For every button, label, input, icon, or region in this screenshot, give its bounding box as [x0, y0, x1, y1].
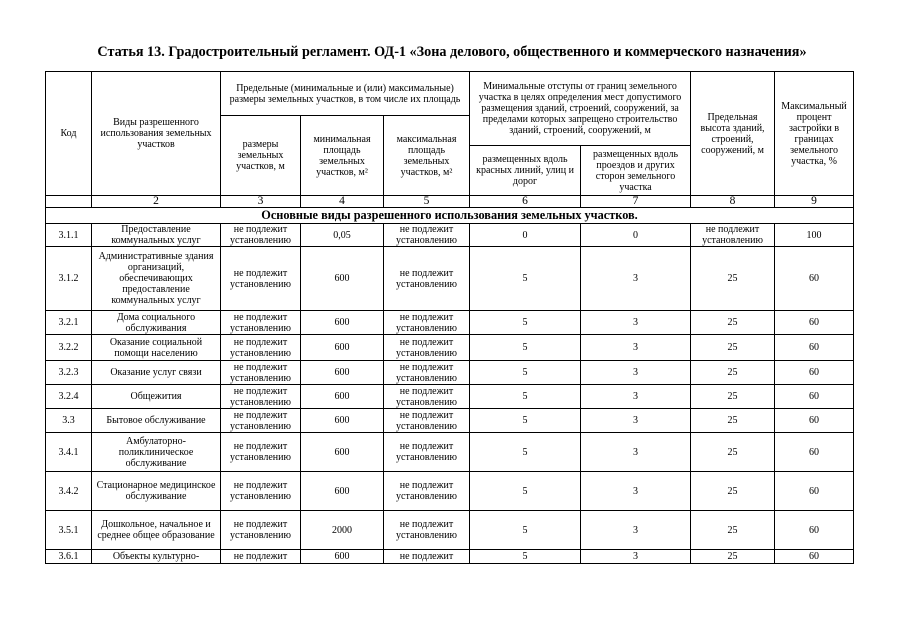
coverage-cell: 60: [775, 385, 854, 409]
code-cell: 3.3: [46, 409, 92, 433]
code-cell: 3.5.1: [46, 511, 92, 550]
kind-cell: Стационарное медицинское обслуживание: [92, 472, 221, 511]
height-cell: 25: [691, 550, 775, 564]
column-number: 5: [384, 196, 470, 208]
setback-side-cell: 0: [581, 224, 691, 247]
sizes-cell: не подлежит установлению: [221, 224, 301, 247]
setback-side-cell: 3: [581, 385, 691, 409]
max-area-cell: не подлежит установлению: [384, 361, 470, 385]
setback-red-cell: 5: [470, 409, 581, 433]
setback-side-cell: 3: [581, 433, 691, 472]
height-cell: 25: [691, 311, 775, 335]
setback-red-cell: 5: [470, 550, 581, 564]
height-cell: 25: [691, 433, 775, 472]
min-area-cell: 0,05: [301, 224, 384, 247]
code-cell: 3.2.2: [46, 335, 92, 361]
header-sizes: размеры земельных участков, м: [221, 116, 301, 196]
sizes-cell: не подлежит установлению: [221, 311, 301, 335]
sizes-cell: не подлежит установлению: [221, 433, 301, 472]
column-numbers-row: [46, 196, 854, 208]
min-area-cell: 600: [301, 472, 384, 511]
regulation-table: [45, 71, 854, 564]
sizes-cell: не подлежит установлению: [221, 511, 301, 550]
max-area-cell: не подлежит установлению: [384, 433, 470, 472]
setback-side-cell: 3: [581, 511, 691, 550]
kind-cell: Объекты культурно-: [92, 550, 221, 564]
sizes-cell: не подлежит установлению: [221, 247, 301, 311]
table-row: [46, 409, 854, 433]
min-area-cell: 600: [301, 409, 384, 433]
sizes-cell: не подлежит установлению: [221, 472, 301, 511]
height-cell: не подлежит установлению: [691, 224, 775, 247]
max-area-cell: не подлежит установлению: [384, 511, 470, 550]
setback-red-cell: 5: [470, 433, 581, 472]
sizes-cell: не подлежит установлению: [221, 409, 301, 433]
header-kind: Виды разрешенного использования земельных участков: [92, 72, 221, 196]
max-area-cell: не подлежит установлению: [384, 247, 470, 311]
coverage-cell: 60: [775, 511, 854, 550]
sizes-cell: не подлежит установлению: [221, 335, 301, 361]
header-min-area: минимальная площадь земельных участков, м²: [301, 116, 384, 196]
min-area-cell: 600: [301, 550, 384, 564]
min-area-cell: 2000: [301, 511, 384, 550]
max-area-cell: не подлежит установлению: [384, 311, 470, 335]
height-cell: 25: [691, 511, 775, 550]
setback-red-cell: 5: [470, 247, 581, 311]
setback-red-cell: 5: [470, 311, 581, 335]
column-number: 8: [691, 196, 775, 208]
header-setback-side: размещенных вдоль проездов и других сторон земельного участка: [581, 146, 691, 196]
code-cell: 3.6.1: [46, 550, 92, 564]
height-cell: 25: [691, 409, 775, 433]
table-row: [46, 224, 854, 247]
setback-side-cell: 3: [581, 311, 691, 335]
code-cell: 3.2.4: [46, 385, 92, 409]
header-plot-limits: Предельные (минимальные и (или) максимальные) размеры земельных участков, в том числе их площадь: [221, 72, 470, 116]
header-height: Предельная высота зданий, строений, сооружений, м: [691, 72, 775, 196]
min-area-cell: 600: [301, 361, 384, 385]
column-number: [46, 196, 92, 208]
min-area-cell: 600: [301, 335, 384, 361]
column-number: 4: [301, 196, 384, 208]
setback-red-cell: 5: [470, 335, 581, 361]
table-row: [46, 472, 854, 511]
code-cell: 3.1.2: [46, 247, 92, 311]
kind-cell: Дома социального обслуживания: [92, 311, 221, 335]
page-title: Статья 13. Градостроительный регламент. ОД-1 «Зона делового, общественного и коммерческого назначения»: [97, 44, 807, 60]
table-row: [46, 311, 854, 335]
setback-side-cell: 3: [581, 472, 691, 511]
table-row: [46, 335, 854, 361]
kind-cell: Оказание социальной помощи населению: [92, 335, 221, 361]
sizes-cell: не подлежит: [221, 550, 301, 564]
section-heading: Основные виды разрешенного использования земельных участков.: [46, 208, 854, 224]
code-cell: 3.2.1: [46, 311, 92, 335]
max-area-cell: не подлежит установлению: [384, 224, 470, 247]
max-area-cell: не подлежит: [384, 550, 470, 564]
table-row: [46, 247, 854, 311]
coverage-cell: 60: [775, 247, 854, 311]
min-area-cell: 600: [301, 311, 384, 335]
kind-cell: Бытовое обслуживание: [92, 409, 221, 433]
code-cell: 3.4.2: [46, 472, 92, 511]
kind-cell: Предоставление коммунальных услуг: [92, 224, 221, 247]
column-number: 6: [470, 196, 581, 208]
sizes-cell: не подлежит установлению: [221, 385, 301, 409]
header-max-area: максимальная площадь земельных участков, м²: [384, 116, 470, 196]
setback-red-cell: 5: [470, 385, 581, 409]
setback-red-cell: 5: [470, 511, 581, 550]
column-number: 7: [581, 196, 691, 208]
table-row: [46, 385, 854, 409]
setback-side-cell: 3: [581, 247, 691, 311]
setback-side-cell: 3: [581, 550, 691, 564]
kind-cell: Общежития: [92, 385, 221, 409]
setback-side-cell: 3: [581, 335, 691, 361]
header-setback-red: размещенных вдоль красных линий, улиц и дорог: [470, 146, 581, 196]
kind-cell: Амбулаторно-поликлиническое обслуживание: [92, 433, 221, 472]
coverage-cell: 60: [775, 335, 854, 361]
setback-side-cell: 3: [581, 361, 691, 385]
setback-side-cell: 3: [581, 409, 691, 433]
kind-cell: Административные здания организаций, обеспечивающих предоставление коммунальных услуг: [92, 247, 221, 311]
kind-cell: Дошкольное, начальное и среднее общее образование: [92, 511, 221, 550]
coverage-cell: 100: [775, 224, 854, 247]
max-area-cell: не подлежит установлению: [384, 472, 470, 511]
min-area-cell: 600: [301, 433, 384, 472]
max-area-cell: не подлежит установлению: [384, 335, 470, 361]
height-cell: 25: [691, 361, 775, 385]
coverage-cell: 60: [775, 311, 854, 335]
code-cell: 3.2.3: [46, 361, 92, 385]
coverage-cell: 60: [775, 433, 854, 472]
height-cell: 25: [691, 247, 775, 311]
header-code: Код: [46, 72, 92, 196]
setback-red-cell: 0: [470, 224, 581, 247]
coverage-cell: 60: [775, 472, 854, 511]
code-cell: 3.4.1: [46, 433, 92, 472]
max-area-cell: не подлежит установлению: [384, 385, 470, 409]
table-row: [46, 511, 854, 550]
kind-cell: Оказание услуг связи: [92, 361, 221, 385]
coverage-cell: 60: [775, 361, 854, 385]
height-cell: 25: [691, 472, 775, 511]
column-number: 2: [92, 196, 221, 208]
coverage-cell: 60: [775, 550, 854, 564]
code-cell: 3.1.1: [46, 224, 92, 247]
header-setbacks: Минимальные отступы от границ земельного участка в целях определения мест допустимого размещения зданий, строений, сооружений, за пределами которых запрещено строительство зданий, строений, сооружений, м: [470, 72, 691, 146]
header-coverage: Максимальный процент застройки в границах земельного участка, %: [775, 72, 854, 196]
table-row: [46, 361, 854, 385]
min-area-cell: 600: [301, 247, 384, 311]
height-cell: 25: [691, 335, 775, 361]
table-row: [46, 433, 854, 472]
table-row: [46, 550, 854, 564]
setback-red-cell: 5: [470, 361, 581, 385]
coverage-cell: 60: [775, 409, 854, 433]
sizes-cell: не подлежит установлению: [221, 361, 301, 385]
column-number: 9: [775, 196, 854, 208]
setback-red-cell: 5: [470, 472, 581, 511]
min-area-cell: 600: [301, 385, 384, 409]
height-cell: 25: [691, 385, 775, 409]
column-number: 3: [221, 196, 301, 208]
max-area-cell: не подлежит установлению: [384, 409, 470, 433]
